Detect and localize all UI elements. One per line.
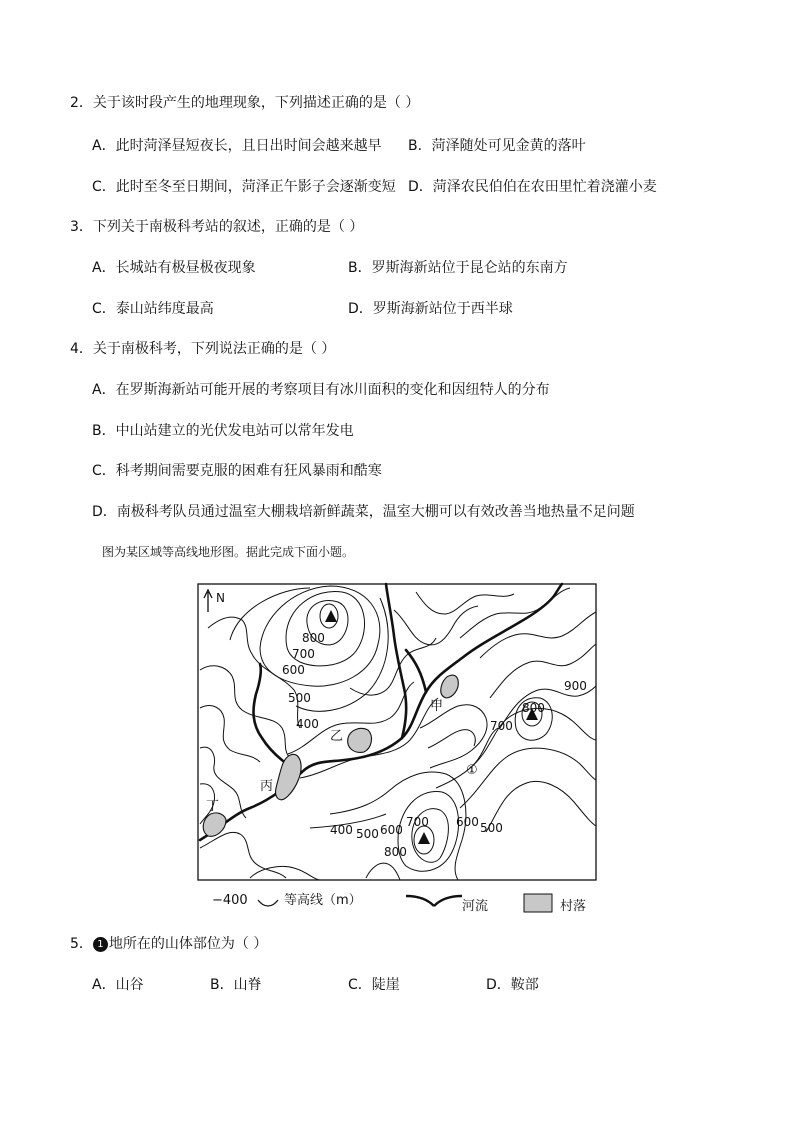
q3-option-d: D．罗斯海新站位于西半球 [348, 301, 513, 317]
contour-label: 700 [406, 815, 429, 829]
legend-river-symbol [406, 896, 462, 906]
q3-option-a: A．长城站有极昼极夜现象 [92, 260, 256, 276]
place-label-jia: 甲 [430, 699, 444, 714]
place-label-point-1: ① [466, 763, 478, 778]
q5-option-a: A．山谷 [92, 977, 144, 993]
legend-contour-symbol [258, 900, 278, 906]
place-label-ding: 丁 [206, 799, 220, 814]
contour-label: 900 [564, 679, 587, 693]
q4-option-b: B．中山站建立的光伏发电站可以常年发电 [92, 423, 354, 439]
contour-label: 600 [380, 823, 403, 837]
contour-map-figure [190, 578, 610, 918]
place-label-yi: 乙 [330, 729, 344, 744]
q4-option-a: A．在罗斯海新站可能开展的考察项目有冰川面积的变化和因纽特人的分布 [92, 382, 550, 398]
question-2-stem: 2．关于该时段产生的地理现象，下列描述正确的是（ ） [70, 95, 420, 111]
legend-village-text: 村落 [560, 899, 587, 914]
contour-label: 700 [292, 647, 315, 661]
contour-label: 500 [480, 821, 503, 835]
contour-label: 500 [356, 827, 379, 841]
q5-option-c: C．陡崖 [348, 977, 400, 993]
legend-contour-text: 等高线（m） [284, 893, 362, 908]
figure-caption: 图为某区域等高线地形图。据此完成下面小题。 [102, 545, 355, 559]
contour-label: 400 [296, 717, 319, 731]
q3-option-c: C．泰山站纬度最高 [92, 301, 214, 317]
q4-option-d: D．南极科考队员通过温室大棚栽培新鲜蔬菜，温室大棚可以有效改善当地热量不足问题 [92, 504, 635, 520]
contour-label: 800 [522, 701, 545, 715]
circled-number-marker: 1 [93, 937, 108, 952]
q5-option-d: D．鞍部 [486, 977, 539, 993]
question-4-stem: 4．关于南极科考，下列说法正确的是（ ） [70, 341, 336, 357]
contour-label: 800 [302, 631, 325, 645]
q2-option-a: A．此时菏泽昼短夜长，且日出时间会越来越早 [92, 138, 382, 154]
village-yi [348, 728, 372, 752]
q2-option-b: B．菏泽随处可见金黄的落叶 [408, 138, 586, 154]
q4-option-c: C．科考期间需要克服的困难有狂风暴雨和酷寒 [92, 463, 382, 479]
contour-label: 500 [288, 691, 311, 705]
q5-option-b: B．山脊 [210, 977, 262, 993]
question-5-text: 地所在的山体部位为（ ） [108, 936, 268, 952]
contour-label: 600 [282, 663, 305, 677]
contour-label: 800 [384, 845, 407, 859]
question-5-stem: 5． 1 地所在的山体部位为（ ） [70, 936, 268, 952]
q2-option-d: D．菏泽农民伯伯在农田里忙着浇灌小麦 [408, 179, 657, 195]
place-label-bing: 丙 [260, 779, 274, 794]
legend-river-text: 河流 [462, 899, 489, 914]
contour-label: 400 [330, 823, 353, 837]
legend-contour-value: −400 [212, 893, 248, 908]
contour-label: 600 [456, 815, 479, 829]
q2-option-c: C．此时至冬至日期间，菏泽正午影子会逐渐变短 [92, 179, 396, 195]
map-legend [212, 892, 586, 914]
legend-village-symbol [524, 894, 552, 912]
question-3-stem: 3．下列关于南极科考站的叙述，正确的是（ ） [70, 219, 364, 235]
north-label: N [216, 591, 225, 605]
q3-option-b: B．罗斯海新站位于昆仑站的东南方 [348, 260, 568, 276]
contour-label: 700 [490, 719, 513, 733]
